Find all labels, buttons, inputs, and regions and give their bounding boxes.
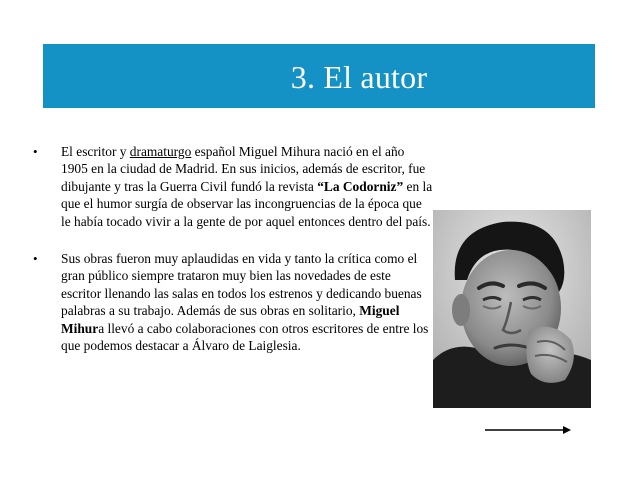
slide-content [33,143,433,374]
paragraph-works [33,250,433,354]
paragraph-text: en la que el humor surgía de observar las incongruencias de la época que le había tocado vivir a la gente de por aquel entonces dentro del país. [61,178,433,229]
portrait-illustration [433,210,591,408]
bullet-icon: • [33,251,38,267]
author-portrait [433,210,591,408]
paragraph-text: El escritor y [61,144,130,159]
bullet-icon: • [33,144,38,159]
magazine-name: “La Codorniz” [317,178,404,194]
slide-title: 3. El autor [290,58,428,95]
dramaturgo-link[interactable]: dramaturgo [129,144,192,159]
paragraph-text: a llevó a cabo colaboraciones con otros escritores de entre los que podemos destacar a Álvaro de Laiglesia. [61,320,429,354]
arrow-right-icon[interactable] [485,423,571,437]
paragraph-text: Sus obras fueron muy aplaudidas en vida y tanto la crítica como el gran público siempre trataron muy bien las novedades de este escritor llenando las salas en todos los estrenos y dedicando buenas palabras a su trabajo. Además de sus obras en solitario, [61,251,422,319]
paragraph-text: español Miguel Mihura nació en el año 1905 en la ciudad de Madrid. En sus inicios, además de escritor, fue dibujante y tras la Guerra Civil fundó la revista [61,144,426,194]
paragraph-biography [33,143,433,230]
author-name: Miguel Mihur [61,303,400,336]
title-bar [43,44,595,108]
